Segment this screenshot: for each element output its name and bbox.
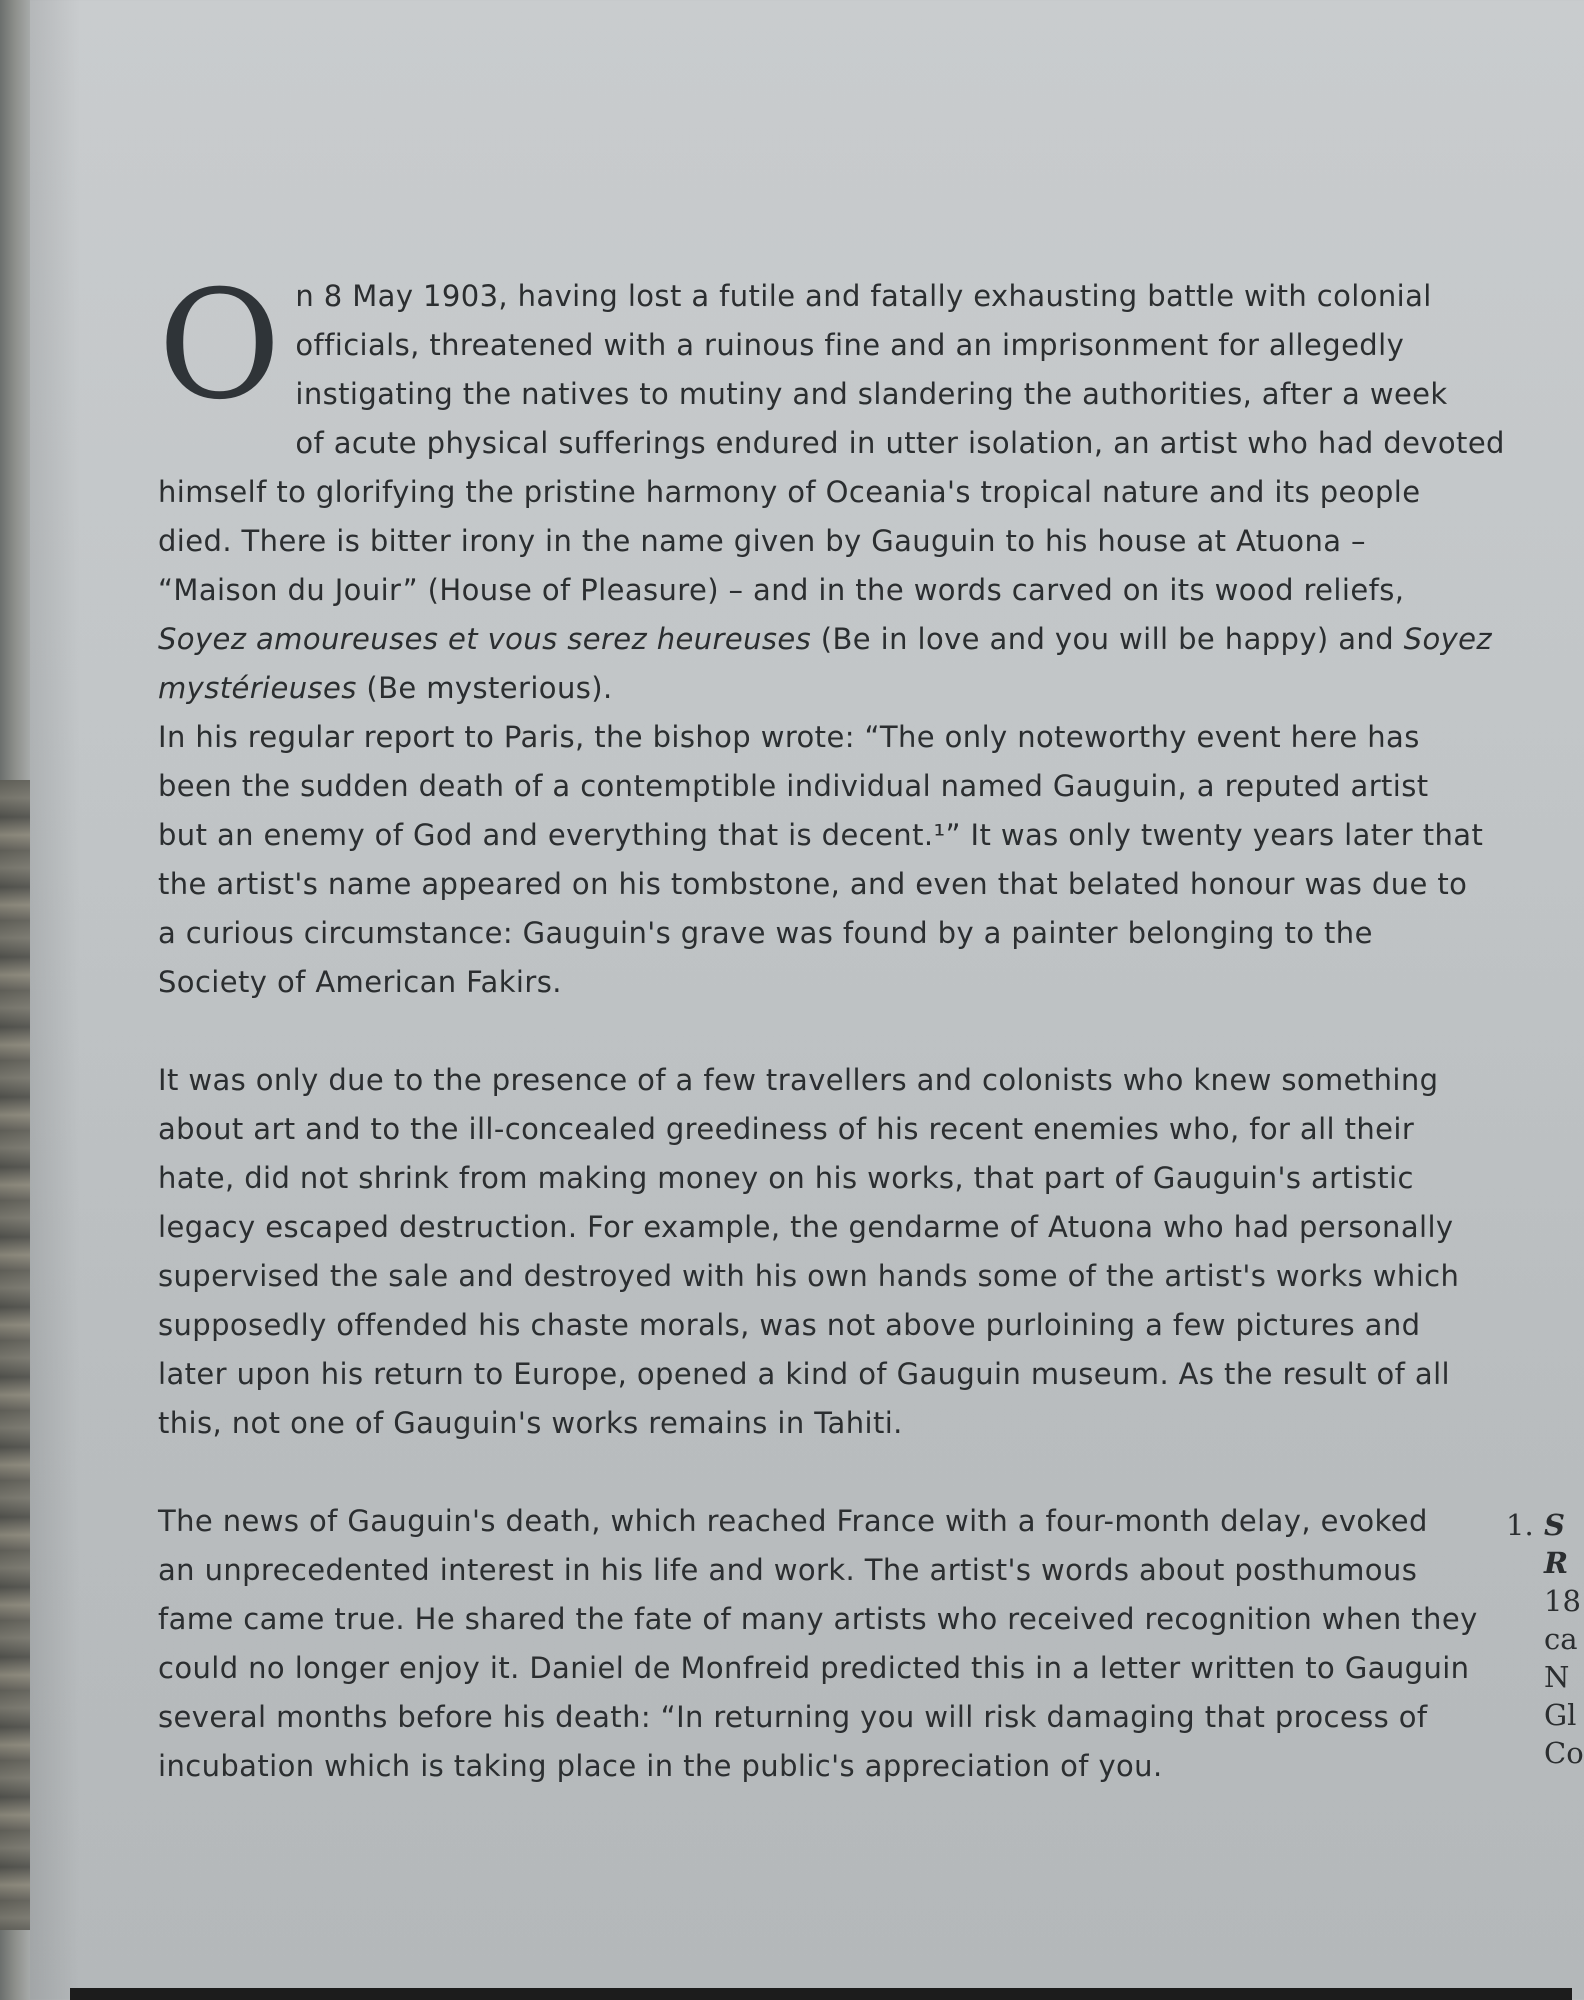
text-line: been the sudden death of a contemptible individual named Gauguin, a reputed artist: [158, 769, 1429, 803]
footnote-text: N: [1544, 1660, 1570, 1694]
text-line: officials, threatened with a ruinous fine and an imprisonment for allegedly: [295, 328, 1405, 362]
text-line: several months before his death: “In returning you will risk damaging that process of: [158, 1700, 1428, 1734]
text-line: supposedly offended his chaste morals, was not above purloining a few pictures and: [158, 1308, 1421, 1342]
adjacent-page-photo: [0, 780, 30, 1930]
text-line: n 8 May 1903, having lost a futile and fatally exhausting battle with colonial: [295, 279, 1432, 313]
italic-title: Soyez amoureuses et vous serez heureuses: [158, 622, 812, 656]
paragraph-gap: [158, 1007, 1458, 1056]
text-line: himself to glorifying the pristine harmony of Oceania's tropical nature and its people: [158, 475, 1421, 509]
text-line: instigating the natives to mutiny and slandering the authorities, after a week: [295, 377, 1448, 411]
text-line: supervised the sale and destroyed with his own hands some of the artist's works which: [158, 1259, 1460, 1293]
text-line: could no longer enjoy it. Daniel de Monfreid predicted this in a letter written to Gauguin: [158, 1651, 1470, 1685]
text-line: later upon his return to Europe, opened a kind of Gauguin museum. As the result of all: [158, 1357, 1450, 1391]
italic-title: mystérieuses: [158, 671, 357, 705]
text-line: hate, did not shrink from making money on his works, that part of Gauguin's artistic: [158, 1161, 1414, 1195]
text-line: died. There is bitter irony in the name given by Gauguin to his house at Atuona –: [158, 524, 1366, 558]
text-line: an unprecedented interest in his life and work. The artist's words about posthumous: [158, 1553, 1418, 1587]
footnote-1: [1506, 1506, 1584, 1772]
footnote-text: 18: [1544, 1584, 1581, 1618]
text-line: of acute physical sufferings endured in utter isolation, an artist who had devoted: [295, 426, 1505, 460]
text-segment: (Be mysterious).: [356, 671, 613, 705]
italic-title: Soyez: [1403, 622, 1493, 656]
drop-cap: O: [158, 259, 282, 433]
footnote-text: S: [1544, 1508, 1565, 1542]
paragraph-gap: [158, 1448, 1458, 1497]
text-line: [158, 664, 1458, 713]
paragraph-3: [158, 1056, 1458, 1448]
text-line: fame came true. He shared the fate of many artists who received recognition when they: [158, 1602, 1478, 1636]
text-line: In his regular report to Paris, the bishop wrote: “The only noteworthy event here has: [158, 720, 1420, 754]
paragraph-4: [158, 1497, 1478, 1791]
gutter-shadow: [30, 0, 80, 2000]
text-segment: (Be in love and you will be happy) and: [811, 622, 1404, 656]
adjacent-page-edge: [0, 0, 30, 2000]
text-line: but an enemy of God and everything that is decent.¹” It was only twenty years later that: [158, 818, 1484, 852]
text-line: a curious circumstance: Gauguin's grave was found by a painter belonging to the: [158, 916, 1373, 950]
paragraph-2: [158, 713, 1484, 1007]
footnote-number: 1.: [1506, 1508, 1534, 1542]
text-line: this, not one of Gauguin's works remains in Tahiti.: [158, 1406, 903, 1440]
text-line: [158, 615, 1493, 664]
paragraph-1: [158, 259, 1505, 713]
text-line: about art and to the ill-concealed greediness of his recent enemies who, for all their: [158, 1112, 1415, 1146]
body-text: [158, 259, 1505, 1791]
text-line: The news of Gauguin's death, which reached France with a four-month delay, evoked: [158, 1504, 1428, 1538]
footnote-text: Co: [1544, 1736, 1584, 1770]
footnote-text: ca: [1544, 1622, 1578, 1656]
footnote-text: Gl: [1544, 1698, 1577, 1732]
text-line: incubation which is taking place in the public's appreciation of you.: [158, 1749, 1163, 1783]
text-line: the artist's name appeared on his tombstone, and even that belated honour was due to: [158, 867, 1468, 901]
text-line: legacy escaped destruction. For example, the gendarme of Atuona who had personally: [158, 1210, 1454, 1244]
footnote-text: R: [1544, 1546, 1569, 1580]
text-line: Society of American Fakirs.: [158, 965, 562, 999]
page-bottom-edge: [70, 1988, 1572, 2000]
text-line: It was only due to the presence of a few travellers and colonists who knew something: [158, 1063, 1439, 1097]
text-line: “Maison du Jouir” (House of Pleasure) – and in the words carved on its wood reliefs,: [158, 573, 1405, 607]
